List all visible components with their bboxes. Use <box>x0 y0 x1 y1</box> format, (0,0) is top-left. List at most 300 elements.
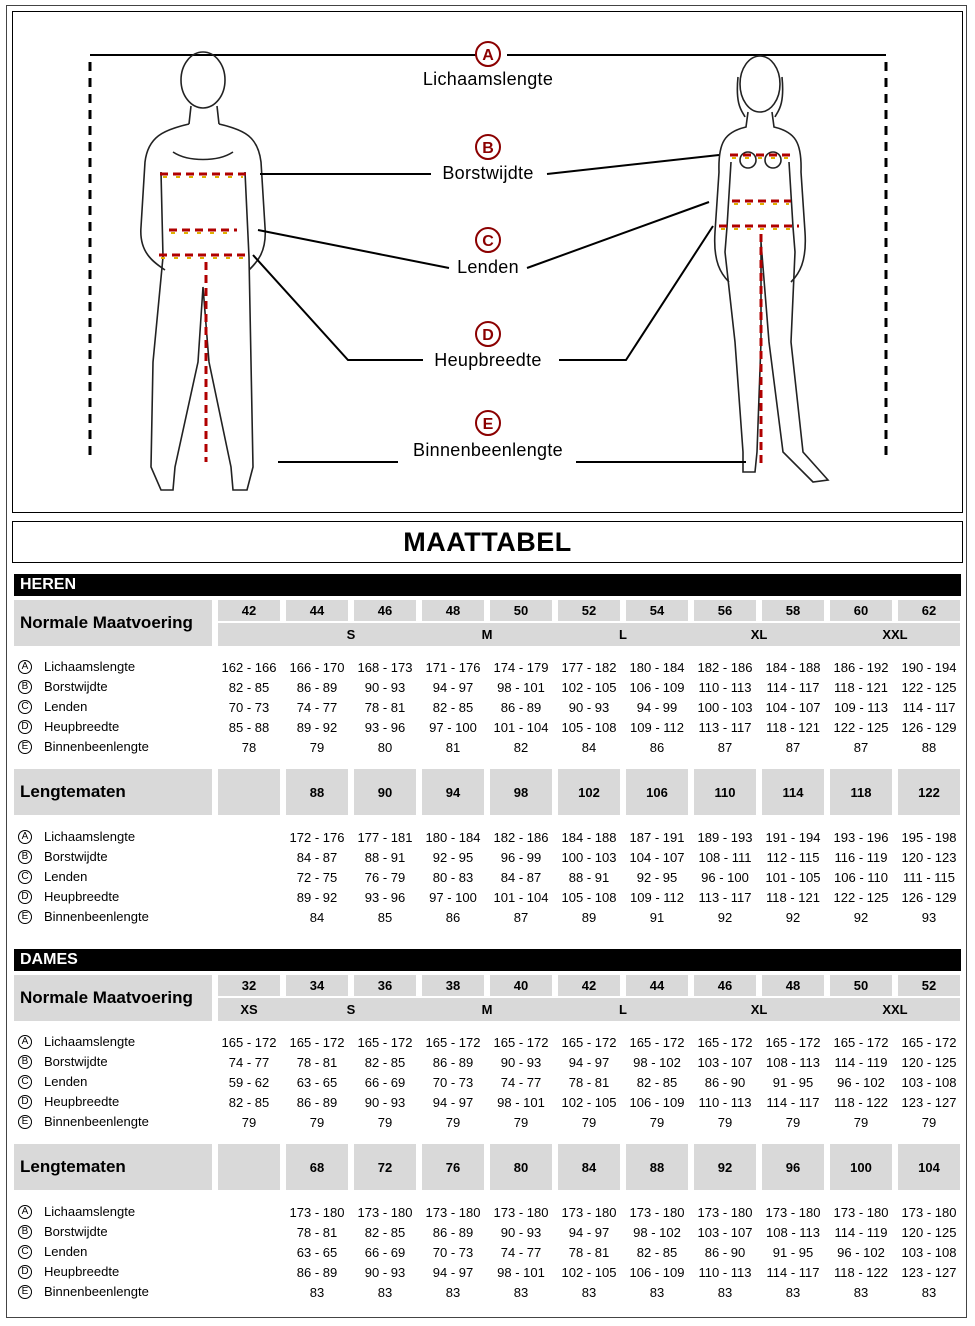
measurement-value: 165 - 172 <box>901 1035 957 1050</box>
measurement-value: 79 <box>785 1115 801 1130</box>
measurement-value: 89 - 92 <box>296 720 338 735</box>
measurement-value: 195 - 198 <box>901 830 957 845</box>
measurement-value: 118 - 121 <box>766 720 820 735</box>
label-binnenbeenlengte: Binnenbeenlengte <box>410 440 566 461</box>
measurement-value: 126 - 129 <box>901 720 957 735</box>
measurement-value: 108 - 113 <box>766 1055 820 1070</box>
measurement-value: 120 - 125 <box>901 1225 957 1240</box>
measurement-letter-icon: E <box>18 740 32 754</box>
measurement-value: 162 - 166 <box>221 660 277 675</box>
measurement-letter-icon: D <box>18 890 32 904</box>
measurement-value: 96 - 100 <box>701 870 749 885</box>
measurement-name: Heupbreedte <box>44 1264 120 1279</box>
measurement-value: 94 - 97 <box>432 1265 474 1280</box>
measurement-letter-icon: C <box>18 1075 32 1089</box>
measurement-value: 70 - 73 <box>228 700 270 715</box>
measurement-value: 82 - 85 <box>228 680 270 695</box>
letter-size-label: M <box>481 627 493 642</box>
measurement-value: 80 <box>377 740 393 755</box>
measurement-value: 86 <box>649 740 665 755</box>
measurement-value: 118 - 121 <box>766 890 820 905</box>
measurement-value: 87 <box>853 740 869 755</box>
measurement-value: 74 - 77 <box>500 1075 542 1090</box>
letter-size-label: S <box>346 1002 356 1017</box>
measurement-name: Lichaamslengte <box>44 1204 136 1219</box>
measurement-value: 113 - 117 <box>698 720 752 735</box>
measurement-row <box>14 828 961 848</box>
measurement-value: 103 - 107 <box>697 1055 753 1070</box>
measurement-value: 83 <box>921 1285 937 1300</box>
measurement-row <box>14 658 961 678</box>
measurement-value: 88 <box>921 740 937 755</box>
measurement-value: 76 - 79 <box>364 870 406 885</box>
length-size-cell: 88 <box>286 769 348 815</box>
letter-A: A <box>482 47 494 64</box>
measurement-value: 182 - 186 <box>697 660 753 675</box>
measurement-value: 186 - 192 <box>833 660 889 675</box>
measurement-name: Heupbreedte <box>44 719 120 734</box>
measurement-row <box>14 908 961 928</box>
measurement-value: 177 - 182 <box>561 660 617 675</box>
measurement-value: 187 - 191 <box>629 830 685 845</box>
measurement-value: 97 - 100 <box>429 720 477 735</box>
measurement-name: Heupbreedte <box>44 889 120 904</box>
length-size-cell: 104 <box>898 1144 960 1190</box>
measurement-value: 92 - 95 <box>432 850 474 865</box>
measurement-value: 165 - 172 <box>561 1035 617 1050</box>
letter-size-label: M <box>481 1002 493 1017</box>
measurement-letter-icon: A <box>18 1205 32 1219</box>
size-cell: 42 <box>558 975 620 996</box>
measurement-row <box>14 1033 961 1053</box>
letter-E: E <box>482 416 494 433</box>
measurement-letter-icon: E <box>18 1285 32 1299</box>
measurement-letter-icon: A <box>18 1035 32 1049</box>
section-dames-header: DAMES <box>14 949 961 971</box>
measurement-value: 122 - 125 <box>833 720 889 735</box>
measurement-row <box>14 1223 961 1243</box>
measurement-value: 84 - 87 <box>296 850 338 865</box>
length-size-cell: 122 <box>898 769 960 815</box>
measurement-value: 90 - 93 <box>364 1095 406 1110</box>
section-heren-header: HEREN <box>14 574 961 596</box>
measurement-value: 103 - 108 <box>901 1075 957 1090</box>
letter-size-row <box>218 998 960 1021</box>
measurement-value: 92 <box>717 910 733 925</box>
measurement-name: Lichaamslengte <box>44 829 136 844</box>
measurement-value: 114 - 117 <box>766 680 820 695</box>
measurement-letter-icon: C <box>18 870 32 884</box>
measurement-value: 96 - 99 <box>500 850 542 865</box>
letter-size-label: XL <box>750 627 768 642</box>
size-cell: 44 <box>286 600 348 621</box>
measurement-value: 98 - 102 <box>633 1055 681 1070</box>
measurement-value: 63 - 65 <box>296 1075 338 1090</box>
measurement-name: Heupbreedte <box>44 1094 120 1109</box>
measurement-value: 88 - 91 <box>364 850 406 865</box>
size-cell: 46 <box>694 975 756 996</box>
measurement-row <box>14 1283 961 1303</box>
measurement-value: 110 - 113 <box>698 680 752 695</box>
male-figure <box>141 52 265 490</box>
measurement-value: 94 - 99 <box>636 700 678 715</box>
measurement-row <box>14 1073 961 1093</box>
letter-D: D <box>482 327 494 344</box>
measurement-value: 109 - 112 <box>630 890 684 905</box>
measurement-value: 103 - 107 <box>697 1225 753 1240</box>
measurement-name: Borstwijdte <box>44 679 108 694</box>
measurement-value: 79 <box>921 1115 937 1130</box>
measurement-value: 82 - 85 <box>636 1245 678 1260</box>
measurement-letter-icon: C <box>18 700 32 714</box>
measurement-value: 79 <box>309 1115 325 1130</box>
measurement-value: 101 - 104 <box>493 720 549 735</box>
measurement-value: 165 - 172 <box>357 1035 413 1050</box>
measurement-letter-icon: A <box>18 830 32 844</box>
measurement-row <box>14 888 961 908</box>
measurement-value: 173 - 180 <box>493 1205 549 1220</box>
female-figure <box>715 56 828 482</box>
measurement-letter-icon: B <box>18 1225 32 1239</box>
measurement-value: 92 - 95 <box>636 870 678 885</box>
measurement-row <box>14 1243 961 1263</box>
measurement-name: Lenden <box>44 699 88 714</box>
measurement-value: 92 <box>785 910 801 925</box>
measurement-value: 123 - 127 <box>901 1095 957 1110</box>
letter-size-label: XS <box>240 1002 258 1017</box>
measurement-value: 84 <box>581 740 597 755</box>
measurement-value: 90 - 93 <box>364 1265 406 1280</box>
measurement-name: Binnenbeenlengte <box>44 739 149 754</box>
measurement-value: 89 - 92 <box>296 890 338 905</box>
size-cell: 40 <box>490 975 552 996</box>
measurement-name: Binnenbeenlengte <box>44 1284 149 1299</box>
measurement-value: 78 - 81 <box>364 700 406 715</box>
size-cell: 50 <box>830 975 892 996</box>
measurement-row <box>14 1093 961 1113</box>
measurement-value: 83 <box>785 1285 801 1300</box>
measurement-value: 166 - 170 <box>289 660 345 675</box>
size-cell: 32 <box>218 975 280 996</box>
measurement-letter-icon: D <box>18 720 32 734</box>
label-heupbreedte: Heupbreedte <box>431 350 544 371</box>
measurement-value: 79 <box>581 1115 597 1130</box>
length-size-cell: 110 <box>694 769 756 815</box>
measurement-value: 100 - 103 <box>697 700 753 715</box>
measurement-value: 83 <box>649 1285 665 1300</box>
measurement-value: 104 - 107 <box>765 700 821 715</box>
size-cell: 50 <box>490 600 552 621</box>
measurement-value: 106 - 109 <box>629 680 685 695</box>
size-cell: 48 <box>762 975 824 996</box>
measurement-name: Borstwijdte <box>44 1224 108 1239</box>
label-borstwijdte: Borstwijdte <box>439 163 536 184</box>
measurement-value: 172 - 176 <box>289 830 345 845</box>
measurement-value: 173 - 180 <box>357 1205 413 1220</box>
measurement-value: 189 - 193 <box>697 830 753 845</box>
page-title: MAATTABEL <box>403 526 572 557</box>
measurement-value: 78 - 81 <box>568 1075 610 1090</box>
measurement-value: 168 - 173 <box>357 660 413 675</box>
measurement-value: 177 - 181 <box>357 830 413 845</box>
measurement-value: 106 - 109 <box>629 1265 685 1280</box>
measurement-value: 94 - 97 <box>432 680 474 695</box>
measurement-value: 83 <box>445 1285 461 1300</box>
measurement-value: 165 - 172 <box>765 1035 821 1050</box>
measurement-value: 113 - 117 <box>698 890 752 905</box>
measurement-value: 83 <box>581 1285 597 1300</box>
measurement-value: 173 - 180 <box>765 1205 821 1220</box>
measurement-value: 87 <box>785 740 801 755</box>
measurement-letter-icon: E <box>18 1115 32 1129</box>
letter-B: B <box>482 140 494 157</box>
size-cell: 44 <box>626 975 688 996</box>
measurement-value: 79 <box>649 1115 665 1130</box>
measurement-letter-icon: E <box>18 910 32 924</box>
length-size-cell: 100 <box>830 1144 892 1190</box>
measurement-letter-icon: D <box>18 1265 32 1279</box>
measurement-value: 98 - 102 <box>633 1225 681 1240</box>
measurement-value: 83 <box>377 1285 393 1300</box>
length-size-cell: 98 <box>490 769 552 815</box>
measurement-value: 102 - 105 <box>561 1265 617 1280</box>
measurement-value: 70 - 73 <box>432 1075 474 1090</box>
measurement-value: 84 - 87 <box>500 870 542 885</box>
measurement-value: 165 - 172 <box>833 1035 889 1050</box>
measurement-value: 86 - 89 <box>296 680 338 695</box>
measurement-value: 83 <box>717 1285 733 1300</box>
measurement-name: Lenden <box>44 869 88 884</box>
measurement-value: 82 - 85 <box>228 1095 270 1110</box>
measurement-value: 84 <box>309 910 325 925</box>
measurement-value: 108 - 111 <box>698 850 752 865</box>
size-cell: 48 <box>422 600 484 621</box>
length-size-cell: 84 <box>558 1144 620 1190</box>
measurement-value: 86 - 89 <box>296 1265 338 1280</box>
measurement-value: 106 - 110 <box>834 870 888 885</box>
measurement-name: Binnenbeenlengte <box>44 1114 149 1129</box>
measurement-value: 173 - 180 <box>833 1205 889 1220</box>
title-box <box>12 521 963 563</box>
measurement-value: 120 - 125 <box>901 1055 957 1070</box>
measurement-value: 79 <box>309 740 325 755</box>
measurement-value: 165 - 172 <box>697 1035 753 1050</box>
measurement-value: 85 <box>377 910 393 925</box>
measurement-value: 94 - 97 <box>432 1095 474 1110</box>
length-size-cell: 92 <box>694 1144 756 1190</box>
measurement-value: 90 - 93 <box>568 700 610 715</box>
letter-C: C <box>482 233 494 250</box>
measurement-value: 173 - 180 <box>425 1205 481 1220</box>
measurement-value: 92 <box>853 910 869 925</box>
measurement-value: 116 - 119 <box>834 850 888 865</box>
measurement-value: 173 - 180 <box>561 1205 617 1220</box>
measurement-name: Lichaamslengte <box>44 1034 136 1049</box>
measurement-value: 93 <box>921 910 937 925</box>
measurement-value: 91 - 95 <box>772 1245 814 1260</box>
measurement-value: 82 - 85 <box>364 1225 406 1240</box>
measurement-value: 79 <box>853 1115 869 1130</box>
size-cell: 52 <box>558 600 620 621</box>
measurement-row <box>14 1053 961 1073</box>
measurement-row <box>14 678 961 698</box>
measurement-value: 91 - 95 <box>772 1075 814 1090</box>
measurement-letter-icon: B <box>18 1055 32 1069</box>
measurement-value: 78 <box>241 740 257 755</box>
measurement-value: 120 - 123 <box>901 850 957 865</box>
measurement-letter-icon: B <box>18 680 32 694</box>
measurement-value: 165 - 172 <box>629 1035 685 1050</box>
measurement-value: 180 - 184 <box>629 660 685 675</box>
size-cell: 58 <box>762 600 824 621</box>
length-size-cell: 72 <box>354 1144 416 1190</box>
size-cell: 62 <box>898 600 960 621</box>
measurement-value: 173 - 180 <box>629 1205 685 1220</box>
measurement-value: 72 - 75 <box>296 870 338 885</box>
measurement-value: 83 <box>309 1285 325 1300</box>
length-size-cell: 90 <box>354 769 416 815</box>
measurement-value: 63 - 65 <box>296 1245 338 1260</box>
measurement-row <box>14 1203 961 1223</box>
measurement-name: Lenden <box>44 1244 88 1259</box>
letter-size-label: L <box>619 627 627 642</box>
letter-size-label: XXL <box>882 1002 908 1017</box>
measurement-value: 109 - 112 <box>630 720 684 735</box>
measurement-value: 106 - 109 <box>629 1095 685 1110</box>
measurement-value: 86 - 89 <box>432 1055 474 1070</box>
measurement-value: 97 - 100 <box>429 890 477 905</box>
measurement-value: 110 - 113 <box>698 1095 752 1110</box>
label-lenden: Lenden <box>454 257 522 278</box>
measurement-value: 193 - 196 <box>833 830 889 845</box>
measurement-value: 86 - 89 <box>500 700 542 715</box>
size-cell: 56 <box>694 600 756 621</box>
measurement-value: 122 - 125 <box>901 680 957 695</box>
measurement-value: 83 <box>513 1285 529 1300</box>
letter-size-label: XL <box>750 1002 768 1017</box>
length-size-cell: 114 <box>762 769 824 815</box>
measurement-value: 173 - 180 <box>901 1205 957 1220</box>
size-cell: 42 <box>218 600 280 621</box>
measurement-value: 74 - 77 <box>296 700 338 715</box>
measurement-value: 85 - 88 <box>228 720 270 735</box>
normal-size-label: Normale Maatvoering <box>14 975 212 1021</box>
measurement-value: 90 - 93 <box>500 1225 542 1240</box>
size-cell: 46 <box>354 600 416 621</box>
measurement-value: 74 - 77 <box>228 1055 270 1070</box>
measurement-value: 66 - 69 <box>364 1245 406 1260</box>
measurement-value: 86 - 90 <box>704 1075 746 1090</box>
measurement-value: 108 - 113 <box>766 1225 820 1240</box>
label-lichaamslengte: Lichaamslengte <box>420 69 556 90</box>
size-cell: 60 <box>830 600 892 621</box>
measurement-value: 118 - 122 <box>834 1265 888 1280</box>
length-size-cell <box>218 769 280 815</box>
measurement-value: 79 <box>717 1115 733 1130</box>
measurement-value: 79 <box>377 1115 393 1130</box>
measurement-value: 83 <box>853 1285 869 1300</box>
measurement-value: 86 - 89 <box>432 1225 474 1240</box>
measurement-value: 82 - 85 <box>432 700 474 715</box>
measurement-value: 180 - 184 <box>425 830 481 845</box>
measurement-value: 98 - 101 <box>497 1095 545 1110</box>
measurement-value: 93 - 96 <box>364 720 406 735</box>
measurement-value: 105 - 108 <box>561 720 617 735</box>
letter-size-label: XXL <box>882 627 908 642</box>
length-size-cell: 88 <box>626 1144 688 1190</box>
letter-size-label: S <box>346 627 356 642</box>
measurement-value: 173 - 180 <box>289 1205 345 1220</box>
measurement-value: 118 - 121 <box>834 680 888 695</box>
length-size-label: Lengtematen <box>14 1144 212 1190</box>
measurement-value: 94 - 97 <box>568 1225 610 1240</box>
measurement-value: 123 - 127 <box>901 1265 957 1280</box>
measurement-value: 93 - 96 <box>364 890 406 905</box>
measurement-value: 165 - 172 <box>425 1035 481 1050</box>
body-measurement-illustration <box>12 11 963 513</box>
measurement-value: 100 - 103 <box>561 850 617 865</box>
letter-size-row <box>218 623 960 646</box>
measurement-value: 90 - 93 <box>364 680 406 695</box>
measurement-value: 59 - 62 <box>228 1075 270 1090</box>
length-size-cell: 76 <box>422 1144 484 1190</box>
measurement-value: 88 - 91 <box>568 870 610 885</box>
measurement-value: 182 - 186 <box>493 830 549 845</box>
measurement-value: 66 - 69 <box>364 1075 406 1090</box>
measurement-value: 82 - 85 <box>636 1075 678 1090</box>
length-size-cell: 102 <box>558 769 620 815</box>
measurement-value: 112 - 115 <box>766 850 820 865</box>
length-size-cell <box>218 1144 280 1190</box>
measurement-value: 126 - 129 <box>901 890 957 905</box>
measurement-letter-icon: B <box>18 850 32 864</box>
measurement-value: 114 - 119 <box>834 1055 888 1070</box>
size-cell: 36 <box>354 975 416 996</box>
measurement-value: 96 - 102 <box>837 1075 885 1090</box>
measurement-value: 111 - 115 <box>902 870 956 885</box>
measurement-value: 101 - 105 <box>765 870 821 885</box>
measurement-value: 171 - 176 <box>425 660 481 675</box>
size-cell: 52 <box>898 975 960 996</box>
measurement-value: 74 - 77 <box>500 1245 542 1260</box>
length-size-cell: 118 <box>830 769 892 815</box>
size-cell: 54 <box>626 600 688 621</box>
measurement-value: 184 - 188 <box>561 830 617 845</box>
measurement-value: 103 - 108 <box>901 1245 957 1260</box>
normal-size-label: Normale Maatvoering <box>14 600 212 646</box>
measurement-value: 79 <box>445 1115 461 1130</box>
length-size-cell: 106 <box>626 769 688 815</box>
measurement-value: 98 - 101 <box>497 1265 545 1280</box>
measurement-value: 114 - 119 <box>834 1225 888 1240</box>
measurement-value: 110 - 113 <box>698 1265 752 1280</box>
measurement-value: 79 <box>241 1115 257 1130</box>
length-size-cell: 68 <box>286 1144 348 1190</box>
measurement-value: 86 - 89 <box>296 1095 338 1110</box>
measurement-name: Lichaamslengte <box>44 659 136 674</box>
measurement-value: 91 <box>649 910 665 925</box>
measurement-value: 82 - 85 <box>364 1055 406 1070</box>
measurement-name: Borstwijdte <box>44 1054 108 1069</box>
size-cell: 34 <box>286 975 348 996</box>
measurement-name: Binnenbeenlengte <box>44 909 149 924</box>
measurement-value: 82 <box>513 740 529 755</box>
measurement-value: 90 - 93 <box>500 1055 542 1070</box>
measurement-value: 96 - 102 <box>837 1245 885 1260</box>
measurement-letter-icon: C <box>18 1245 32 1259</box>
measurement-name: Borstwijdte <box>44 849 108 864</box>
measurement-value: 86 <box>445 910 461 925</box>
